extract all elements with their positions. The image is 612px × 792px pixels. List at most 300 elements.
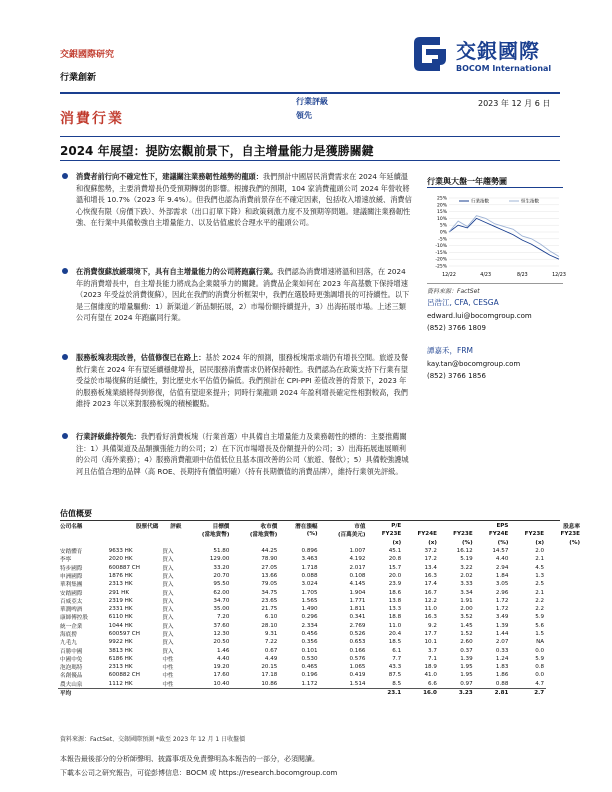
table-header-cell bbox=[160, 530, 183, 538]
table-cell: 3.49 bbox=[495, 614, 509, 621]
table-cell: 3.52 bbox=[460, 614, 473, 621]
table-cell: 20.15 bbox=[261, 664, 278, 671]
table-header-cell: (%) bbox=[497, 539, 509, 546]
table-cell: 農夫山泉 bbox=[60, 681, 83, 688]
table-cell: 0.526 bbox=[349, 631, 366, 637]
table-cell: 16.7 bbox=[424, 589, 437, 596]
table-cell: 1.39 bbox=[495, 622, 509, 629]
table-cell: 3.024 bbox=[301, 581, 318, 588]
table-header-cell bbox=[107, 539, 161, 547]
table-row bbox=[58, 646, 582, 654]
table-cell: 4.192 bbox=[349, 556, 366, 563]
paragraph-text: 我們認為消費增速將溫和回落，在 2024 年的消費增長中，自主增長能力將成為企業競爭力的關鍵。消費品企業如何在 2023 年高基數下保持增速（2023 年受益於消費復蘇），因此在我們的消費分析框架中，我們在選股時更強調增長的可持續性。以下是三個維度的增量驅動：1）新渠道／新品類拓展，2）市場份額持續提升，3）出海拓展市場。上述三類公司有望在 2024 年跑贏同行業。 bbox=[76, 267, 410, 323]
table-header-cell bbox=[439, 522, 475, 530]
table-cell: 11.0 bbox=[388, 622, 402, 629]
table-cell: 3.463 bbox=[301, 556, 318, 563]
table-cell: 安踏國際 bbox=[60, 590, 83, 597]
table-cell: 1.172 bbox=[301, 680, 318, 687]
table-cell: 康師傅控股 bbox=[60, 615, 88, 622]
table-total-cell: 23.1 bbox=[367, 688, 403, 697]
table-row bbox=[58, 655, 582, 663]
table-cell: 2319 HK bbox=[108, 597, 133, 604]
table-row bbox=[58, 580, 582, 588]
table-cell: 李寧 bbox=[60, 557, 72, 564]
table-cell: 7.22 bbox=[264, 639, 278, 646]
chart-title: 行業與大盤一年趨勢圖 bbox=[427, 177, 507, 186]
table-cell: 4.40 bbox=[216, 655, 230, 662]
table-header-cell: (x) bbox=[392, 539, 402, 546]
y-tick-label: -15% bbox=[435, 250, 447, 256]
table-cell: 買入 bbox=[162, 648, 174, 655]
table-cell: 6.10 bbox=[264, 614, 278, 621]
analyst-email[interactable]: kay.tan@bocomgroup.com bbox=[427, 360, 521, 368]
table-cell: 華利集團 bbox=[60, 582, 83, 589]
table-cell: 95.50 bbox=[213, 581, 230, 588]
table-total-cell: 2.81 bbox=[475, 688, 511, 697]
table-cell: 17.2 bbox=[424, 556, 437, 563]
table-cell: 中性 bbox=[162, 681, 174, 688]
table-cell: 安踏體育 bbox=[60, 549, 83, 556]
table-cell: 18.8 bbox=[388, 614, 402, 621]
table-cell: 0.33 bbox=[495, 647, 509, 654]
table-cell: 5.9 bbox=[535, 655, 545, 662]
table-cell: 13.3 bbox=[388, 606, 402, 613]
table-cell: 19.20 bbox=[213, 664, 230, 671]
table-cell: 11.0 bbox=[424, 606, 437, 613]
table-cell: 18.5 bbox=[388, 639, 402, 646]
logo-text-en: BOCOM International bbox=[456, 64, 552, 73]
table-cell: 20.4 bbox=[388, 631, 402, 637]
y-tick-label: 15% bbox=[436, 210, 447, 216]
table-header-cell bbox=[183, 539, 231, 547]
company-logo bbox=[410, 35, 551, 73]
trend-chart bbox=[427, 192, 566, 280]
paragraph-2 bbox=[76, 266, 412, 324]
paragraph-text: 我們看好消費板塊（行業首選）中具備自主增量能力及業務韌性的標的：主要推薦關注：1）具備渠道及品類擴張能力的公司；2）在下沉市場增長及份額提升的公司；3）出海拓展進展順利的公司（海外業務）；4）服務消費龍頭中估值低位且基本面改善的公司（旅遊、餐飲）；5）具備較強護城河且估值合理的品牌（高 ROE、長期持有價值明確）（持有長期價值的消費品牌），維持行業領先評級。 bbox=[76, 432, 409, 476]
table-cell: 20.70 bbox=[213, 572, 230, 579]
table-row bbox=[58, 638, 582, 646]
table-cell: 1.771 bbox=[349, 597, 366, 604]
table-cell: 34.70 bbox=[213, 597, 230, 604]
table-header-cell bbox=[160, 539, 183, 547]
table-top-rule bbox=[60, 520, 560, 521]
table-cell: 12.2 bbox=[424, 597, 437, 604]
table-cell: 0.088 bbox=[301, 572, 318, 579]
table-cell: 0.101 bbox=[301, 647, 318, 654]
paragraph-lead: 服務板塊表現改善，估值修復已在路上： bbox=[76, 353, 206, 362]
rating-label: 行業評級 bbox=[296, 97, 328, 106]
table-cell: 百威亞太 bbox=[60, 598, 83, 605]
table-cell: 4.40 bbox=[495, 556, 509, 563]
table-total-label: 平均 bbox=[58, 688, 367, 697]
table-cell: 1.39 bbox=[460, 655, 473, 662]
table-cell: 1.46 bbox=[216, 647, 230, 654]
table-cell: 10.1 bbox=[424, 639, 437, 646]
table-cell: 17.7 bbox=[424, 631, 437, 637]
table-cell: 2.017 bbox=[349, 564, 366, 571]
table-cell: 1.83 bbox=[495, 664, 509, 671]
table-header-cell: 公司名稱 bbox=[60, 524, 83, 531]
table-header-cell: FY23E bbox=[524, 531, 545, 538]
table-cell: 7.20 bbox=[216, 614, 230, 621]
table-cell: 3.7 bbox=[428, 647, 437, 654]
table-cell: 1.007 bbox=[349, 548, 366, 555]
table-cell: 16.12 bbox=[456, 548, 473, 555]
x-tick-label: 8/23 bbox=[516, 273, 528, 278]
table-cell: 1.718 bbox=[301, 564, 318, 571]
table-header-cell bbox=[231, 539, 279, 547]
logo-text-cn: 交銀國際 bbox=[456, 39, 540, 63]
table-cell: 18.9 bbox=[424, 664, 437, 671]
table-cell: 1.705 bbox=[301, 589, 318, 596]
table-cell: 5.9 bbox=[535, 614, 545, 621]
table-header-cell: (%) bbox=[306, 531, 318, 538]
table-cell: 6186 HK bbox=[108, 655, 133, 662]
chart-title-rule bbox=[427, 187, 563, 188]
table-header-cell bbox=[107, 530, 161, 538]
table-cell: 1.91 bbox=[460, 597, 473, 604]
table-header-cell: 潛在漲幅 bbox=[295, 524, 318, 531]
table-cell: 2.334 bbox=[301, 622, 318, 629]
table-cell: 18.6 bbox=[388, 589, 402, 596]
table-row bbox=[58, 680, 582, 689]
analyst-phone: (852) 3766 1856 bbox=[427, 372, 486, 380]
table-cell: 買入 bbox=[162, 598, 174, 605]
table-cell: 13.8 bbox=[388, 597, 402, 604]
table-cell: 1.3 bbox=[535, 572, 545, 579]
bullet bbox=[62, 433, 68, 439]
legend-label: 行業指數 bbox=[471, 199, 489, 205]
table-cell: 1.24 bbox=[495, 655, 509, 662]
table-cell: 3.34 bbox=[460, 589, 473, 596]
table-header-cell: (x) bbox=[535, 539, 545, 546]
table-cell: 0.576 bbox=[349, 655, 366, 662]
table-cell: 6110 HK bbox=[108, 614, 133, 621]
table-header-cell: FY23E bbox=[560, 531, 580, 538]
table-row bbox=[58, 588, 582, 596]
table-cell: 2.1 bbox=[535, 556, 545, 563]
table-cell: 9.2 bbox=[428, 622, 437, 629]
table-cell: 37.60 bbox=[213, 622, 230, 629]
table-header-cell: FY24E bbox=[488, 531, 509, 538]
table-cell: 4.145 bbox=[349, 581, 366, 588]
table-cell: 0.456 bbox=[301, 631, 318, 637]
table-total-cell: 16.0 bbox=[403, 688, 439, 697]
table-cell: 13.66 bbox=[261, 572, 278, 579]
title-rule-bottom bbox=[60, 160, 560, 161]
table-cell: 6.1 bbox=[392, 647, 402, 654]
table-cell: 買入 bbox=[162, 590, 174, 597]
table-row bbox=[58, 572, 582, 580]
y-tick-label: -10% bbox=[435, 244, 447, 250]
table-header-cell: FY24E bbox=[417, 531, 437, 538]
table-cell: 2.07 bbox=[495, 639, 509, 646]
table-cell: 15.7 bbox=[388, 564, 402, 571]
table-header-cell bbox=[58, 539, 107, 547]
y-tick-label: 5% bbox=[439, 223, 447, 229]
table-cell: 中性 bbox=[162, 656, 174, 663]
report-date: 2023 年 12 月 6 日 bbox=[478, 99, 551, 108]
table-row bbox=[58, 671, 582, 679]
table-cell: 21.75 bbox=[261, 606, 278, 613]
table-header-cell: (%) bbox=[461, 539, 473, 546]
table-header-cell bbox=[320, 539, 368, 547]
table-header-cell bbox=[510, 522, 546, 530]
table-header-row bbox=[58, 539, 582, 547]
table-header-cell: (百萬美元) bbox=[337, 532, 366, 539]
table-row bbox=[58, 630, 582, 638]
table-cell: 600887 CH bbox=[108, 564, 140, 571]
table-cell: 海底撈 bbox=[60, 632, 77, 638]
table-header-cell: 股息率 bbox=[563, 524, 580, 531]
table-cell: 9.31 bbox=[264, 631, 278, 637]
table-cell: 1.95 bbox=[460, 672, 473, 679]
table-cell: 1.904 bbox=[349, 589, 366, 596]
analyst-phone: (852) 3766 1809 bbox=[427, 324, 486, 332]
table-header-cell: EPS bbox=[496, 523, 509, 530]
table-cell: 買入 bbox=[162, 565, 174, 572]
table-cell: 7.1 bbox=[428, 655, 437, 662]
table-header-cell: (x) bbox=[428, 539, 437, 546]
table-cell: 1.86 bbox=[495, 672, 509, 679]
y-tick-label: 20% bbox=[436, 203, 447, 209]
table-cell: 1.72 bbox=[495, 606, 509, 613]
table-cell: 34.75 bbox=[261, 589, 278, 596]
y-tick-label: 10% bbox=[436, 216, 447, 222]
table-cell: 九毛九 bbox=[60, 640, 77, 647]
table-cell: 0.166 bbox=[349, 647, 366, 654]
table-cell: 0.37 bbox=[460, 647, 473, 654]
table-cell: 44.25 bbox=[261, 548, 278, 555]
analyst-1 bbox=[427, 297, 532, 334]
table-cell: 0.296 bbox=[301, 614, 318, 621]
table-cell: 2.00 bbox=[460, 606, 473, 613]
table-cell: 買入 bbox=[162, 582, 174, 589]
table-header-cell: P/E bbox=[391, 523, 402, 530]
table-cell: 0.97 bbox=[460, 680, 473, 687]
table-cell: 20.50 bbox=[213, 639, 230, 646]
table-cell: 16.3 bbox=[424, 572, 437, 579]
table-total-cell: 2.7 bbox=[510, 688, 546, 697]
table-cell: 2313 HK bbox=[108, 581, 133, 588]
table-cell: 4.49 bbox=[264, 655, 278, 662]
table-cell: 17.18 bbox=[261, 672, 278, 679]
table-cell: 2.02 bbox=[460, 572, 473, 579]
footer-download[interactable]: 下載本公司之研究報告，可從彭博信息：BOCM 或 https://research.bocomgroup.com bbox=[60, 769, 338, 777]
table-cell: 10.86 bbox=[261, 680, 278, 687]
table-cell: 5.19 bbox=[460, 556, 473, 563]
y-tick-label: -5% bbox=[438, 237, 447, 243]
analyst-email[interactable]: edward.lui@bocomgroup.com bbox=[427, 312, 532, 320]
y-tick-label: 25% bbox=[436, 196, 447, 202]
table-cell: 3.05 bbox=[495, 581, 509, 588]
y-tick-label: 0% bbox=[439, 230, 447, 236]
table-cell: 2.94 bbox=[495, 564, 509, 571]
table-cell: 5.6 bbox=[535, 622, 545, 629]
table-header-cell: 收市價 bbox=[260, 524, 278, 531]
table-row bbox=[58, 622, 582, 630]
x-tick-label: 12/22 bbox=[442, 273, 456, 278]
bullet bbox=[62, 173, 68, 179]
paragraph-3 bbox=[76, 352, 412, 410]
bocom-logo-icon bbox=[410, 35, 450, 73]
table-cell: 8.5 bbox=[392, 680, 402, 687]
table-cell: 2.2 bbox=[535, 606, 545, 613]
table-cell: 百勝中國 bbox=[60, 648, 83, 655]
table-cell: 買入 bbox=[162, 623, 174, 630]
table-cell: 統一企業 bbox=[60, 623, 83, 630]
table-cell: 1112 HK bbox=[108, 680, 133, 687]
table-header-cell: FY23E bbox=[453, 531, 473, 538]
table-cell: 0.67 bbox=[264, 647, 278, 654]
table-cell: 中國中免 bbox=[60, 656, 83, 663]
table-cell: 14.57 bbox=[492, 548, 509, 555]
report-type: 行業創新 bbox=[60, 73, 97, 83]
table-row bbox=[58, 597, 582, 605]
table-header-cell bbox=[58, 530, 107, 538]
table-header-cell: 市值 bbox=[354, 524, 366, 531]
table-row bbox=[58, 663, 582, 671]
table-header-cell bbox=[279, 539, 319, 547]
table-cell: 1.5 bbox=[535, 631, 545, 637]
table-cell: 2.60 bbox=[460, 639, 473, 646]
table-cell: 2020 HK bbox=[108, 556, 133, 563]
table-cell: 3.22 bbox=[460, 564, 473, 571]
table-cell: 129.00 bbox=[209, 556, 230, 563]
analyst-2 bbox=[427, 345, 520, 382]
table-cell: 特步國際 bbox=[60, 565, 83, 572]
table-cell: 23.65 bbox=[261, 597, 278, 604]
table-cell: 20.0 bbox=[388, 572, 402, 579]
table-cell: 0.0 bbox=[535, 647, 545, 654]
table-cell: 43.3 bbox=[388, 664, 402, 671]
table-cell: 6.6 bbox=[428, 680, 437, 687]
table-cell: 4.5 bbox=[535, 564, 545, 571]
table-cell: 78.90 bbox=[261, 556, 278, 563]
paragraph-1 bbox=[76, 171, 412, 229]
table-header-cell: (%) bbox=[569, 539, 580, 546]
table-cell: 0.653 bbox=[349, 639, 366, 646]
bullet bbox=[62, 268, 68, 274]
table-cell: 16.3 bbox=[424, 614, 437, 621]
table-cell: 2.2 bbox=[535, 597, 545, 604]
table-cell: 27.05 bbox=[261, 564, 278, 571]
page-title: 2024 年展望：提防宏觀前景下，自主增量能力是獲勝關鍵 bbox=[60, 144, 374, 158]
rating-value: 領先 bbox=[296, 111, 312, 120]
paragraph-lead: 消費者前行向不確定性下，建議關注業務韌性越勢的龍頭： bbox=[76, 172, 263, 181]
table-cell: 20.8 bbox=[388, 556, 402, 563]
header-left bbox=[60, 47, 114, 83]
table-cell: 中性 bbox=[162, 673, 174, 680]
table-cell: 1876 HK bbox=[108, 572, 133, 579]
table-cell: 0.0 bbox=[535, 672, 545, 679]
table-cell: 51.80 bbox=[213, 548, 230, 555]
table-cell: 3813 HK bbox=[108, 647, 133, 654]
analyst-name: 譚嘉禾，FRM bbox=[427, 346, 473, 355]
table-cell: 12.30 bbox=[213, 631, 230, 637]
bullet bbox=[62, 354, 68, 360]
table-cell: 9633 HK bbox=[108, 548, 133, 555]
table-row bbox=[58, 613, 582, 621]
table-cell: 1.490 bbox=[301, 606, 318, 613]
table-row bbox=[58, 547, 582, 555]
footer-disclaimer: 本報告最後部分的分析師聲明、披露事項及免責聲明為本報告的一部分，必須閱讀。 bbox=[60, 755, 319, 763]
x-tick-label: 12/23 bbox=[552, 273, 566, 278]
chart-bottom-rule bbox=[427, 283, 563, 284]
table-cell: 0.88 bbox=[495, 680, 509, 687]
table-cell: 1.065 bbox=[349, 664, 366, 671]
table-cell: 0.356 bbox=[301, 639, 318, 646]
table-cell: 1044 HK bbox=[108, 622, 133, 629]
table-cell: 1.44 bbox=[495, 631, 509, 637]
table-header-cell: (當地貨幣) bbox=[201, 532, 230, 539]
table-cell: 0.108 bbox=[349, 572, 366, 579]
table-footnote: 資料來源：FactSet、交銀國際預測 *截至 2023 年 12 月 1 日收盤價 bbox=[60, 736, 246, 743]
paragraph-lead: 在消費復蘇放緩環境下，具有自主增量能力的公司將跑贏行業。 bbox=[76, 267, 278, 276]
table-row bbox=[58, 555, 582, 563]
table-cell: NA bbox=[536, 639, 545, 646]
table-cell: 2.96 bbox=[495, 589, 509, 596]
table-cell: 62.00 bbox=[213, 589, 230, 596]
analyst-name: 呂浩江, CFA, CESGA bbox=[427, 298, 499, 307]
table-cell: 4.7 bbox=[535, 680, 545, 687]
table-cell: 1.811 bbox=[349, 606, 366, 613]
table-cell: 33.20 bbox=[213, 564, 230, 571]
brand-cn: 交銀國際研究 bbox=[60, 50, 115, 60]
x-tick-label: 4/23 bbox=[480, 273, 492, 278]
table-cell: 600882 CH bbox=[108, 672, 140, 679]
table-cell: 2.769 bbox=[349, 622, 366, 629]
table-cell: 名創優品 bbox=[60, 673, 83, 680]
table-cell: 9922 HK bbox=[108, 639, 133, 646]
table-cell: 0.419 bbox=[349, 672, 366, 679]
table-cell: 600597 CH bbox=[108, 631, 140, 637]
chart-source: 資料來源：FactSet bbox=[427, 288, 480, 295]
table-cell: 華潤啤酒 bbox=[60, 607, 83, 614]
table-cell: 7.7 bbox=[392, 655, 402, 662]
table-cell: 1.52 bbox=[460, 631, 473, 637]
table-cell: 13.4 bbox=[424, 564, 437, 571]
table-cell: 1.84 bbox=[495, 572, 509, 579]
table-cell: 泡泡瑪特 bbox=[60, 665, 83, 672]
table-cell: 1.565 bbox=[301, 597, 318, 604]
paragraph-4 bbox=[76, 431, 412, 477]
table-row bbox=[58, 605, 582, 613]
valuation-section-title: 估值概要 bbox=[60, 509, 92, 518]
table-cell: 1.95 bbox=[460, 664, 473, 671]
table-cell: 79.05 bbox=[261, 581, 278, 588]
table-header-cell: (當地貨幣) bbox=[249, 532, 278, 539]
table-cell: 買入 bbox=[162, 607, 174, 614]
table-cell: 2.0 bbox=[535, 548, 545, 555]
table-cell: 2331 HK bbox=[108, 606, 133, 613]
table-cell: 87.5 bbox=[388, 672, 402, 679]
table-cell: 買入 bbox=[162, 573, 174, 580]
table-cell: 1.45 bbox=[460, 622, 473, 629]
table-cell: 0.530 bbox=[301, 655, 318, 662]
table-cell: 買入 bbox=[162, 632, 174, 638]
table-header-cell: FY23E bbox=[381, 531, 402, 538]
table-cell: 28.10 bbox=[261, 622, 278, 629]
table-header-cell: 目標價 bbox=[212, 524, 230, 531]
table-row bbox=[58, 563, 582, 571]
table-cell: 2.5 bbox=[535, 581, 545, 588]
table-cell: 買入 bbox=[162, 549, 174, 556]
legend-label: 恒生指數 bbox=[521, 199, 539, 205]
table-header-row bbox=[58, 522, 582, 530]
table-total-row bbox=[58, 688, 582, 697]
table-cell: 買入 bbox=[162, 615, 174, 622]
